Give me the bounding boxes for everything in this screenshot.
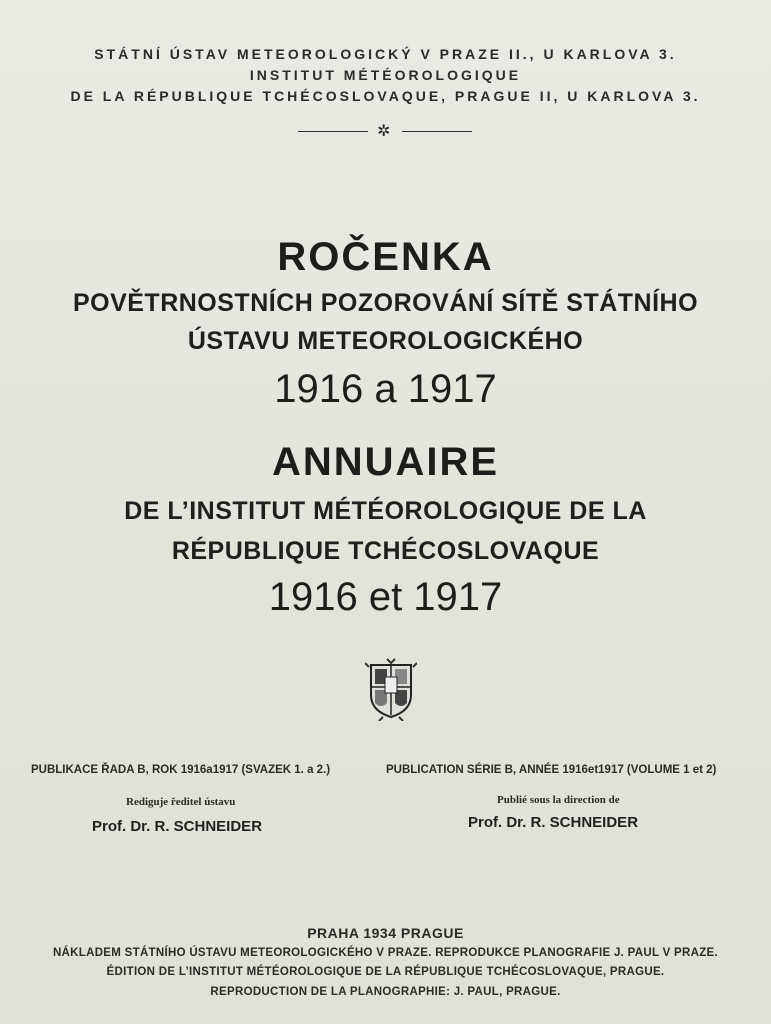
footer-line-2: ÉDITION DE L’INSTITUT MÉTÉOROLOGIQUE DE LA RÉPUBLIQUE TCHÉCOSLOVAQUE, PRAGUE. — [106, 966, 665, 978]
czech-title-line-1: POVĚTRNOSTNÍCH POZOROVÁNÍ SÍTĚ STÁTNÍHO — [72, 289, 699, 317]
french-title-years: 1916 et 1917 — [268, 575, 503, 619]
footer-line-1: NÁKLADEM STÁTNÍHO ÚSTAVU METEOROLOGICKÉHO V PRAZE. REPRODUKCE PLANOGRAFIE J. PAUL V PRAZE. — [52, 947, 719, 959]
publication-place-year: PRAHA 1934 PRAGUE — [307, 925, 464, 941]
czech-editor-note: Rediguje ředitel ústavu — [126, 796, 236, 808]
czech-title-years: 1916 a 1917 — [274, 367, 497, 411]
footer-line-3: REPRODUCTION DE LA PLANOGRAPHIE: J. PAUL, PRAGUE. — [210, 986, 561, 998]
french-title-line-1: DE L’INSTITUT MÉTÉOROLOGIQUE DE LA — [124, 497, 647, 525]
divider-line-right — [402, 131, 472, 132]
header-line-3: DE LA RÉPUBLIQUE TCHÉCOSLOVAQUE, PRAGUE II, U KARLOVA 3. — [70, 88, 701, 104]
header-line-2: INSTITUT MÉTÉOROLOGIQUE — [249, 67, 522, 83]
czech-title-line-2: ÚSTAVU METEOROLOGICKÉHO — [187, 327, 584, 355]
divider-line-left — [298, 131, 368, 132]
czech-editor-name: Prof. Dr. R. SCHNEIDER — [92, 818, 263, 835]
star-ornament-icon: ✲ — [377, 123, 391, 140]
french-editor-name: Prof. Dr. R. SCHNEIDER — [468, 814, 639, 831]
czech-title-heading: ROČENKA — [277, 235, 494, 279]
header-line-1: STÁTNÍ ÚSTAV METEOROLOGICKÝ V PRAZE II., U KARLOVA 3. — [94, 46, 677, 62]
coat-of-arms-icon — [365, 657, 417, 721]
french-title-line-2: RÉPUBLIQUE TCHÉCOSLOVAQUE — [171, 537, 600, 565]
french-title-heading: ANNUAIRE — [271, 440, 500, 484]
french-editor-note: Publié sous la direction de — [497, 794, 620, 806]
french-series-line: PUBLICATION SÉRIE B, ANNÉE 1916et1917 (VOLUME 1 et 2) — [386, 764, 717, 776]
czech-series-line: PUBLIKACE ŘADA B, ROK 1916a1917 (SVAZEK 1. a 2.) — [31, 764, 331, 776]
ornament-divider — [0, 122, 771, 142]
